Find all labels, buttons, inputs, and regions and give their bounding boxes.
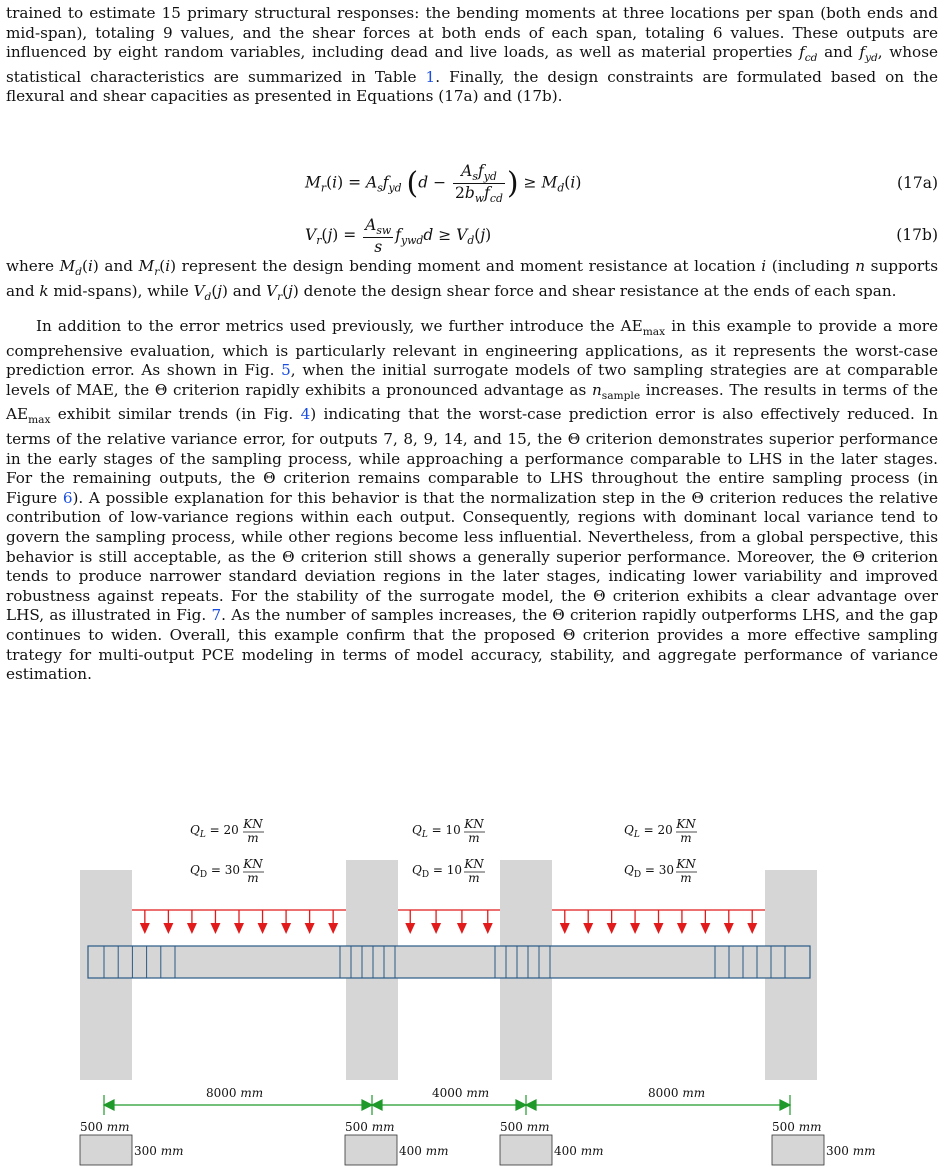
equation-number: (17b)	[896, 226, 938, 244]
unit-numerator: KN	[676, 857, 696, 871]
unit-denominator: m	[468, 871, 480, 885]
load-arrow-head	[583, 923, 593, 934]
load-arrow-head	[258, 923, 268, 934]
text-run: where	[6, 257, 60, 275]
svg-text:QD = 30	[190, 863, 240, 880]
svg-text:300 mm: 300 mm	[826, 1144, 876, 1158]
column-section-3	[500, 1120, 604, 1165]
load-value: = 20	[639, 823, 673, 837]
load-label-span-1	[190, 817, 264, 885]
span-1-length: 8000 mm	[206, 1086, 264, 1100]
text-run: . As the number of samples increases, the Θ criterion rapidly outperforms LHS, and the gap continues to widen. Overall, this example confirm that the proposed Θ criterion provides a more effective sampling trategy for multi-output PCE modeling in terms of model accuracy, stability, and aggregate performance of variance estimation.	[6, 606, 938, 684]
table-reference-link[interactable]: 1	[425, 67, 436, 86]
svg-text:QL = 10	[412, 823, 461, 840]
load-arrow-head	[724, 923, 734, 934]
text-run: and	[98, 257, 139, 275]
unit-denominator: m	[680, 871, 692, 885]
unit-denominator: m	[247, 831, 259, 845]
figure-reference-link[interactable]: 6	[62, 488, 73, 507]
text-run: increases. The results in terms of the AE	[6, 380, 938, 424]
text-run: and	[227, 281, 267, 300]
unit-denominator: m	[247, 871, 259, 885]
symbol-q: Q	[190, 823, 200, 837]
load-value: = 30	[207, 863, 241, 877]
load-arrow-head	[654, 923, 664, 934]
unit-numerator: KN	[464, 857, 484, 871]
load-value: = 30	[641, 863, 675, 877]
figure-reference-link[interactable]: 7	[211, 606, 222, 625]
symbol-q: Q	[624, 863, 634, 877]
math-symbol: n	[591, 380, 602, 399]
load-arrow-head	[328, 923, 338, 934]
load-arrow-head	[483, 923, 493, 934]
subscript: L	[633, 830, 640, 840]
load-arrow-head	[630, 923, 640, 934]
unit-numerator: KN	[676, 817, 696, 831]
paragraph-results	[6, 317, 938, 685]
column-section-2	[345, 1120, 449, 1165]
text-run: mid-spans), while	[48, 281, 194, 300]
text-run: ) indicating that the worst-case prediction error is also effectively reduced. In terms of the relative variance error, for outputs 7, 8, 9, 14, and 15, the Θ criterion demonstrates superior performance in the early stages of the sampling process, while approaching a performance comparable to LHS in the later stages. For the remaining outputs, the Θ criterion remains comparable to LHS throughout the entire sampling process (in Figure	[6, 405, 938, 507]
load-arrow-head	[281, 923, 291, 934]
text-run: exhibit similar trends (in Fig.	[50, 405, 301, 424]
svg-text:500 mm: 500 mm	[500, 1120, 550, 1134]
svg-text:400 mm: 400 mm	[554, 1144, 604, 1158]
svg-text:400 mm: 400 mm	[399, 1144, 449, 1158]
paragraph-intro: trained to estimate 15 primary structural responses: the bending moments at three locations per span (both ends and mid-span), totaling 9 values, and the shear forces at both ends of each span, totaling 6 values. These outputs are influenced by eight random variables, including dead and live loads, as well as material properties $f_{cd}$ and $f_{yd}$, whose statistical characteristics are summarized in Table 1. Finally, the design constraints are formulated based on the flexural and shear capacities as presented in Equations (17a) and (17b).	[6, 4, 938, 106]
unit-denominator: m	[680, 831, 692, 845]
load-value: = 10	[429, 863, 463, 877]
load-arrow-head	[431, 923, 441, 934]
figure-reference-link[interactable]: 4	[300, 405, 311, 424]
subscript: L	[421, 830, 428, 840]
subscript: D	[199, 870, 208, 880]
svg-text:QD = 10	[412, 863, 462, 880]
load-label-span-3	[624, 817, 697, 885]
load-arrow-head	[700, 923, 710, 934]
load-arrow-head	[747, 923, 757, 934]
symbol-q: Q	[624, 823, 634, 837]
unit-denominator: m	[468, 831, 480, 845]
symbol-q: Q	[412, 823, 422, 837]
paragraph-where: where $M_d(i)$ and $M_r(i)$ represent the design bending moment and moment resistance at location i (including n supports and k mid-spans), while $V_d(j)$ and $V_r(j)$ denote the design shear force and shear resistance at the ends of each span.	[6, 257, 938, 303]
beam-diagram-figure	[0, 810, 946, 1170]
equation-number: (17a)	[896, 174, 938, 192]
load-arrow-head	[140, 923, 150, 934]
svg-text:500 mm: 500 mm	[80, 1120, 130, 1134]
beam	[88, 946, 810, 978]
beam-diagram	[0, 810, 946, 1170]
svg-text:300 mm: 300 mm	[134, 1144, 184, 1158]
unit-numerator: KN	[464, 817, 484, 831]
load-arrow-head	[405, 923, 415, 934]
text-run: ). A possible explanation for this behavior is that the normalization step in the Θ criterion reduces the relative contribution of low-variance regions within each output. Consequently, regions with dominant local variance tend to govern the sampling process, while other regions become less influential. Nevertheless, from a global perspective, this behavior is still acceptable, as the Θ criterion still shows a generally superior performance. Moreover, the Θ criterion tends to produce narrower standard deviation regions in the later stages, indicating lower variability and improved robustness against repeats. For the stability of the surrogate model, the Θ criterion exhibits a clear advantage over LHS, as illustrated in Fig.	[6, 488, 938, 625]
load-arrow-head	[210, 923, 220, 934]
load-arrow-head	[305, 923, 315, 934]
distributed-load-group	[132, 910, 765, 934]
text-run: represent the design bending moment and moment resistance at location	[176, 257, 762, 275]
subscript: sample	[601, 388, 641, 402]
load-value: = 20	[205, 823, 239, 837]
load-arrow-head	[457, 923, 467, 934]
svg-text:QD = 30	[624, 863, 674, 880]
equation-17a: $M_r(i) = A_sf_{yd}$ (d − $\frac{A_sf_{yd}}{2b_wf_{cd}}$ ) ≥ $M_d(i)$ (17a)	[305, 162, 938, 206]
text-run: supports and	[6, 257, 938, 300]
svg-text:QL = 20	[190, 823, 239, 840]
load-arrow-head	[187, 923, 197, 934]
load-arrow-head	[560, 923, 570, 934]
text-run: , whose statistical characteristics are summarized in Table	[6, 43, 938, 86]
equation-17b: $V_r(j)$ = $\frac{A_{sw}}{s}$ $f_{ywd}d \ge V_d(j)$ (17b)	[305, 216, 938, 257]
text-run: (including	[766, 257, 856, 275]
subscript: max	[28, 413, 51, 427]
subscript: D	[633, 870, 642, 880]
column-section-4	[772, 1120, 876, 1165]
load-label-span-2	[412, 817, 485, 885]
text-run: trained to estimate 15 primary structural responses: the bending moments at three locations per span (both ends and mid-span), totaling 9 values, and the shear forces at both ends of each span, totaling 6 values. These outputs are influenced by eight random variables, including dead and live loads, as well as material properties	[6, 4, 938, 62]
text-run: In addition to the error metrics used previously, we further introduce the AE	[36, 317, 643, 335]
svg-text:QL = 20	[624, 823, 673, 840]
load-arrow-head	[677, 923, 687, 934]
load-arrow-head	[234, 923, 244, 934]
text-run: denote the design shear force and shear resistance at the ends of each span.	[298, 281, 897, 300]
svg-text:500 mm: 500 mm	[772, 1120, 822, 1134]
unit-numerator: KN	[243, 857, 263, 871]
column-section-1	[80, 1120, 184, 1165]
symbol-q: Q	[412, 863, 422, 877]
text-run: and	[817, 43, 860, 62]
text-run: in this example to provide a more comprehensive evaluation, which is particularly relevant in engineering applications, as it represents the worst-case prediction error. As shown in Fig.	[6, 317, 938, 380]
text-run: . Finally, the design constraints are formulated based on the flexural and shear capacities as presented in Equations (17a) and (17b).	[6, 67, 938, 106]
figure-reference-link[interactable]: 5	[281, 361, 291, 380]
svg-text:500 mm: 500 mm	[345, 1120, 395, 1134]
subscript: L	[199, 830, 206, 840]
load-value: = 10	[427, 823, 461, 837]
subscript: max	[642, 325, 666, 339]
span-2-length: 4000 mm	[432, 1086, 490, 1100]
unit-numerator: KN	[243, 817, 263, 831]
load-arrow-head	[163, 923, 173, 934]
subscript: D	[421, 870, 430, 880]
symbol-q: Q	[190, 863, 200, 877]
span-3-length: 8000 mm	[648, 1086, 706, 1100]
text-run: , when the initial surrogate models of two sampling strategies are at comparable levels of MAE, the Θ criterion rapidly exhibits a pronounced advantage as	[6, 361, 938, 399]
load-arrow-head	[607, 923, 617, 934]
